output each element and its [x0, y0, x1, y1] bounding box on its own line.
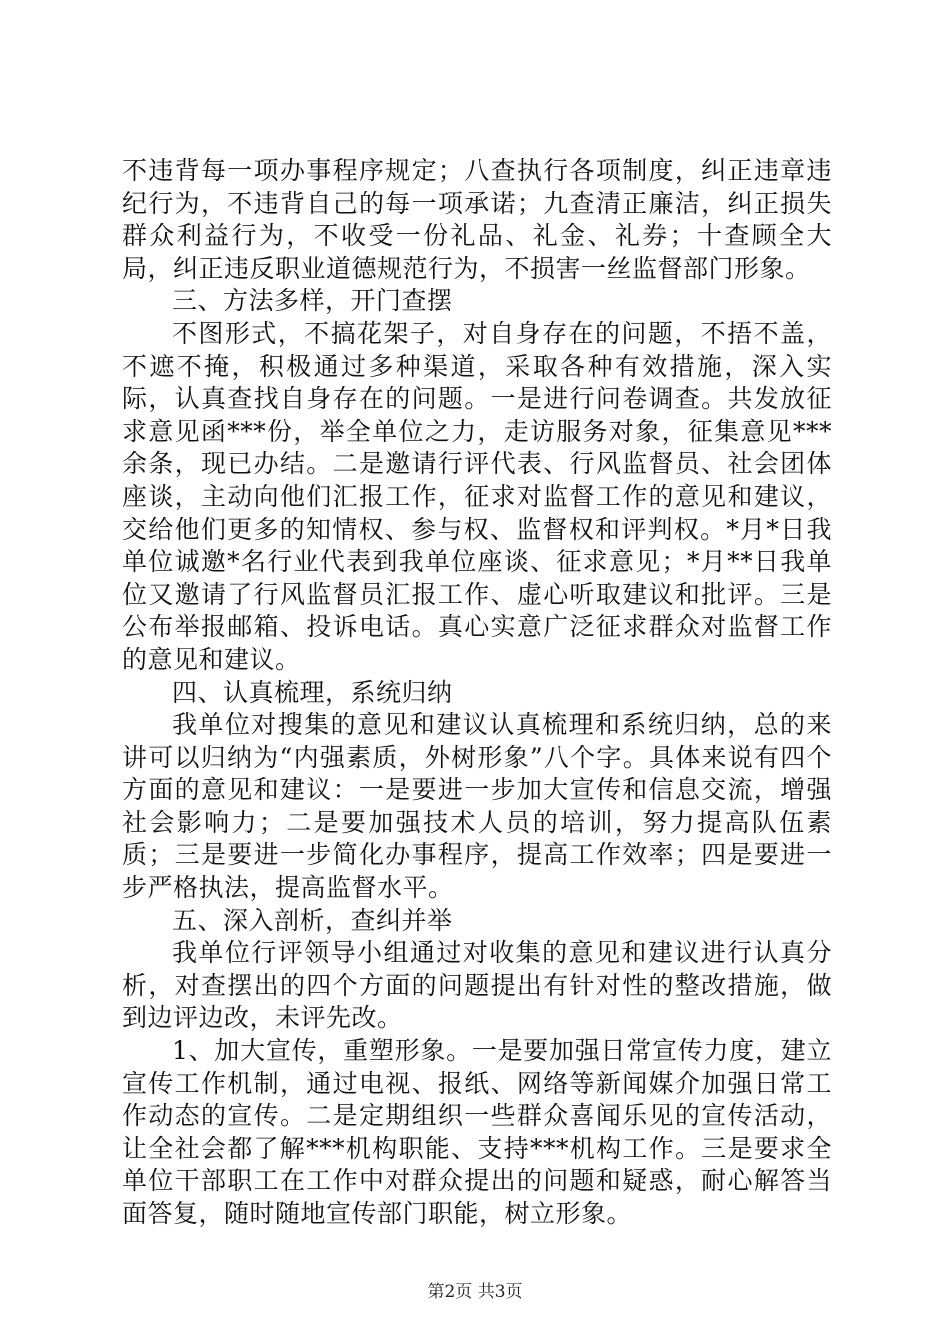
paragraph: 不图形式，不搞花架子，对自身存在的问题，不捂不盖，不遮不掩，积极通过多种渠道，采取各种有效措施，深入实际，认真查找自身存在的问题。一是进行问卷调查。共发放征求意见函***份，举全单位之力，走访服务对象，征集意见***余条，现已办结。二是邀请行评代表、行风监督员、社会团体座谈，主动向他们汇报工作，征求对监督工作的意见和建议，交给他们更多的知情权、参与权、监督权和评判权。*月*日我单位诚邀*名行业代表到我单位座谈、征求意见；*月**日我单位又邀请了行风监督员汇报工作、虚心听取建议和批评。三是公布举报邮箱、投诉电话。真心实意广泛征求群众对监督工作的意见和建议。: [122, 318, 832, 674]
paragraph: 我单位对搜集的意见和建议认真梳理和系统归纳，总的来讲可以归纳为“内强素质，外树形象”八个字。具体来说有四个方面的意见和建议：一是要进一步加大宣传和信息交流，增强社会影响力；二是要加强技术人员的培训，努力提高队伍素质；三是要进一步简化办事程序，提高工作效率；四是要进一步严格执法，提高监督水平。: [122, 710, 832, 903]
paragraph: 我单位行评领导小组通过对收集的意见和建议进行认真分析，对查摆出的四个方面的问题提出有针对性的整改措施，做到边评边改，未评先改。: [122, 938, 832, 1033]
paragraph-continued: 不违背每一项办事程序规定；八查执行各项制度，纠正违章违纪行为，不违背自己的每一项承诺；九查清正廉洁，纠正损失群众利益行为，不收受一份礼品、礼金、礼券；十查顾全大局，纠正违反职业道德规范行为，不损害一丝监督部门形象。: [122, 156, 832, 283]
paragraph: 1、加大宣传，重塑形象。一是要加强日常宣传力度，建立宣传工作机制，通过电视、报纸、网络等新闻媒介加强日常工作动态的宣传。二是定期组织一些群众喜闻乐见的宣传活动，让全社会都了解***机构职能、支持***机构工作。三是要求全单位干部职工在工作中对群众提出的问题和疑惑，耐心解答当面答复，随时随地宣传部门职能，树立形象。: [122, 1036, 832, 1228]
document-body: [122, 155, 832, 1231]
section-heading-3: 三、方法多样，开门查摆: [172, 286, 453, 316]
section-heading-5: 五、深入剖析，查纠并举: [172, 905, 453, 935]
page-number-footer: 第2页 共3页: [427, 1282, 523, 1302]
section-heading-4: 四、认真梳理，系统归纳: [172, 677, 453, 707]
